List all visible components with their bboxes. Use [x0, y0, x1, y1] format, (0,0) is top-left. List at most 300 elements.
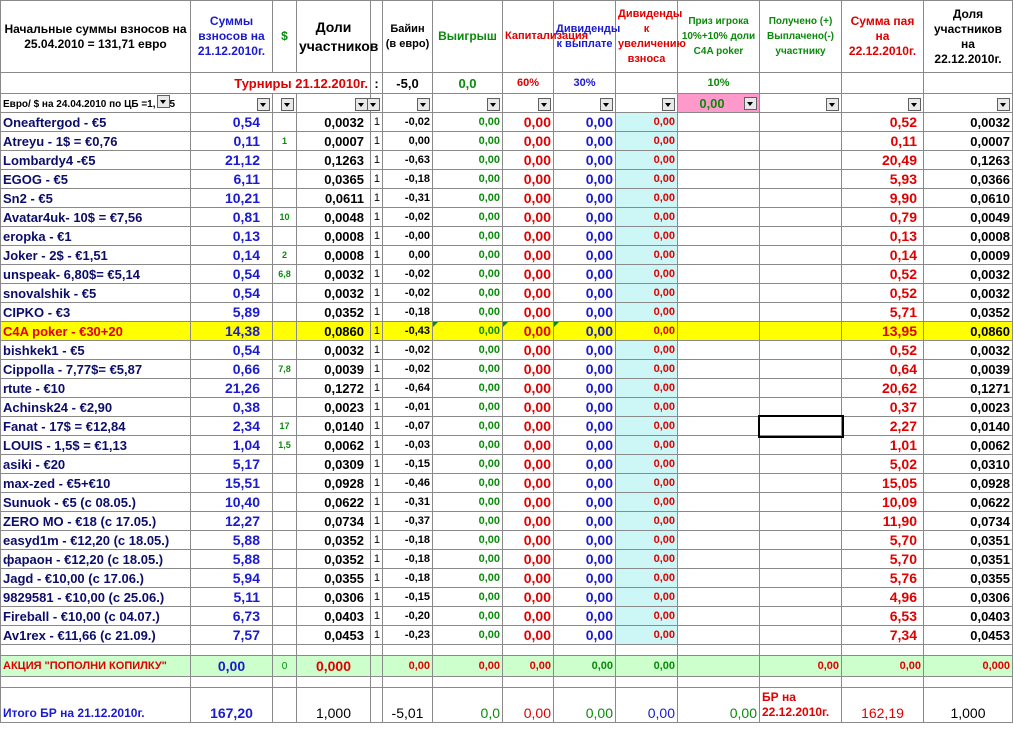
dividends-pay[interactable]: 0,00 — [554, 493, 616, 512]
participant-name[interactable]: max-zed - €5+€10 — [1, 474, 191, 493]
share[interactable]: 0,0403 — [297, 607, 371, 626]
share-sum[interactable]: 0,52 — [842, 265, 924, 284]
contribution-sum[interactable]: 5,11 — [191, 588, 273, 607]
winnings[interactable]: 0,00 — [433, 284, 503, 303]
count[interactable]: 1 — [371, 360, 383, 379]
winnings[interactable]: 0,00 — [433, 531, 503, 550]
count[interactable]: 1 — [371, 189, 383, 208]
akcia-div[interactable]: 0,00 — [554, 656, 616, 677]
dividends-pay[interactable]: 0,00 — [554, 512, 616, 531]
count[interactable]: 1 — [371, 550, 383, 569]
dividends-increase[interactable]: 0,00 — [616, 417, 678, 436]
contribution-sum[interactable]: 6,11 — [191, 170, 273, 189]
akcia-recv[interactable]: 0,00 — [760, 656, 842, 677]
player-prize[interactable] — [678, 132, 760, 151]
received-paid[interactable] — [760, 113, 842, 132]
usd-amount[interactable] — [273, 607, 297, 626]
filter-cell[interactable] — [760, 94, 842, 113]
participant-name[interactable]: asiki - €20 — [1, 455, 191, 474]
contribution-sum[interactable]: 0,54 — [191, 341, 273, 360]
participant-name[interactable]: easyd1m - €12,20 (с 18.05.) — [1, 531, 191, 550]
participant-name[interactable]: Oneaftergod - €5 — [1, 113, 191, 132]
player-prize[interactable] — [678, 341, 760, 360]
capitalization[interactable]: 0,00 — [503, 474, 554, 493]
player-prize[interactable] — [678, 550, 760, 569]
cell[interactable] — [678, 656, 760, 677]
final-share[interactable]: 0,0351 — [924, 531, 1013, 550]
cell[interactable] — [371, 688, 383, 723]
participant-name[interactable]: unspeak- 6,80$= €5,14 — [1, 265, 191, 284]
contribution-sum[interactable]: 5,94 — [191, 569, 273, 588]
usd-amount[interactable] — [273, 151, 297, 170]
share-sum[interactable]: 0,37 — [842, 398, 924, 417]
player-prize[interactable] — [678, 170, 760, 189]
winnings[interactable]: 0,00 — [433, 569, 503, 588]
buyin[interactable]: -0,46 — [383, 474, 433, 493]
dividends-pay[interactable]: 0,00 — [554, 607, 616, 626]
received-paid[interactable] — [760, 607, 842, 626]
filter-cell[interactable] — [297, 94, 371, 113]
share-sum[interactable]: 11,90 — [842, 512, 924, 531]
capitalization[interactable]: 0,00 — [503, 588, 554, 607]
winnings[interactable]: 0,00 — [433, 455, 503, 474]
player-prize[interactable] — [678, 474, 760, 493]
dividends-pay[interactable]: 0,00 — [554, 417, 616, 436]
contribution-sum[interactable]: 5,88 — [191, 531, 273, 550]
final-share[interactable]: 0,0049 — [924, 208, 1013, 227]
share[interactable]: 0,0032 — [297, 265, 371, 284]
cell[interactable] — [433, 645, 503, 656]
count[interactable]: 1 — [371, 436, 383, 455]
participant-name[interactable]: Atreyu - 1$ = €0,76 — [1, 132, 191, 151]
received-paid[interactable] — [760, 493, 842, 512]
count[interactable]: 1 — [371, 284, 383, 303]
share[interactable]: 0,0860 — [297, 322, 371, 341]
buyin[interactable]: -0,02 — [383, 284, 433, 303]
count[interactable]: 1 — [371, 626, 383, 645]
player-prize[interactable] — [678, 189, 760, 208]
share-sum[interactable]: 6,53 — [842, 607, 924, 626]
final-share[interactable]: 0,0310 — [924, 455, 1013, 474]
contribution-sum[interactable]: 12,27 — [191, 512, 273, 531]
buyin[interactable]: -0,20 — [383, 607, 433, 626]
player-prize[interactable] — [678, 151, 760, 170]
share[interactable]: 0,0453 — [297, 626, 371, 645]
tournaments-win[interactable]: 0,0 — [433, 73, 503, 94]
filter-label-cell[interactable] — [1, 94, 191, 113]
final-share[interactable]: 0,0032 — [924, 113, 1013, 132]
share-sum[interactable]: 0,52 — [842, 284, 924, 303]
received-paid[interactable] — [760, 417, 842, 436]
dividends-pay[interactable]: 0,00 — [554, 588, 616, 607]
player-prize[interactable] — [678, 284, 760, 303]
contribution-sum[interactable]: 0,38 — [191, 398, 273, 417]
filter-dropdown-icon[interactable] — [257, 98, 270, 111]
tournaments-blank[interactable] — [1, 73, 191, 94]
header-sums-contrib[interactable]: Суммы взносов на 21.12.2010г. — [191, 1, 273, 73]
share[interactable]: 0,0352 — [297, 531, 371, 550]
player-prize[interactable] — [678, 569, 760, 588]
buyin[interactable]: -0,02 — [383, 113, 433, 132]
contribution-sum[interactable]: 0,81 — [191, 208, 273, 227]
usd-amount[interactable] — [273, 550, 297, 569]
buyin[interactable]: -0,03 — [383, 436, 433, 455]
capitalization[interactable]: 0,00 — [503, 436, 554, 455]
received-paid[interactable] — [760, 531, 842, 550]
participant-name[interactable]: rtute - €10 — [1, 379, 191, 398]
akcia-label[interactable]: АКЦИЯ "ПОПОЛНИ КОПИЛКУ" — [1, 656, 191, 677]
winnings[interactable]: 0,00 — [433, 208, 503, 227]
contribution-sum[interactable]: 10,21 — [191, 189, 273, 208]
buyin[interactable]: -0,07 — [383, 417, 433, 436]
share[interactable]: 0,0352 — [297, 550, 371, 569]
cell[interactable] — [616, 677, 678, 688]
tournaments-colon[interactable]: : — [371, 73, 383, 94]
share[interactable]: 0,0140 — [297, 417, 371, 436]
received-paid[interactable] — [760, 189, 842, 208]
share[interactable]: 0,0023 — [297, 398, 371, 417]
received-paid[interactable] — [760, 151, 842, 170]
cell[interactable] — [433, 677, 503, 688]
winnings[interactable]: 0,00 — [433, 436, 503, 455]
header-initial-sums[interactable]: Начальные суммы взносов на 25.04.2010 = 131,71 евро — [1, 1, 191, 73]
count[interactable]: 1 — [371, 512, 383, 531]
dividends-increase[interactable]: 0,00 — [616, 626, 678, 645]
contribution-sum[interactable]: 0,54 — [191, 265, 273, 284]
share-sum[interactable]: 20,62 — [842, 379, 924, 398]
player-prize[interactable] — [678, 265, 760, 284]
count[interactable]: 1 — [371, 379, 383, 398]
received-paid[interactable] — [760, 512, 842, 531]
header-buyin[interactable]: Байин (в евро) — [383, 1, 433, 73]
share[interactable]: 0,1263 — [297, 151, 371, 170]
participant-name[interactable]: C4A poker - €30+20 — [1, 322, 191, 341]
final-share[interactable]: 0,0366 — [924, 170, 1013, 189]
received-paid[interactable] — [760, 265, 842, 284]
cell[interactable] — [924, 645, 1013, 656]
dividends-increase[interactable]: 0,00 — [616, 113, 678, 132]
filter-cell[interactable] — [383, 94, 433, 113]
final-share[interactable]: 0,0007 — [924, 132, 1013, 151]
count[interactable]: 1 — [371, 607, 383, 626]
akcia-inc[interactable]: 0,00 — [616, 656, 678, 677]
buyin[interactable]: -0,18 — [383, 550, 433, 569]
contribution-sum[interactable]: 1,04 — [191, 436, 273, 455]
participant-name[interactable]: Achinsk24 - €2,90 — [1, 398, 191, 417]
tournaments-fin-blank[interactable] — [924, 73, 1013, 94]
dividends-pay[interactable]: 0,00 — [554, 227, 616, 246]
winnings[interactable]: 0,00 — [433, 227, 503, 246]
player-prize[interactable] — [678, 626, 760, 645]
cell[interactable] — [678, 677, 760, 688]
cell[interactable] — [678, 645, 760, 656]
contribution-sum[interactable]: 6,73 — [191, 607, 273, 626]
participant-name[interactable]: EGOG - €5 — [1, 170, 191, 189]
count[interactable]: 1 — [371, 303, 383, 322]
received-paid[interactable] — [760, 474, 842, 493]
player-prize[interactable] — [678, 417, 760, 436]
akcia-cap[interactable]: 0,00 — [503, 656, 554, 677]
player-prize[interactable] — [678, 360, 760, 379]
winnings[interactable]: 0,00 — [433, 474, 503, 493]
share-sum[interactable]: 0,79 — [842, 208, 924, 227]
contribution-sum[interactable]: 2,34 — [191, 417, 273, 436]
header-player-prize[interactable]: Приз игрока 10%+10% доли C4A poker — [678, 1, 760, 73]
header-dividends-increase[interactable]: Дивиденды к увеличению взноса — [616, 1, 678, 73]
usd-amount[interactable] — [273, 379, 297, 398]
contribution-sum[interactable]: 5,17 — [191, 455, 273, 474]
buyin[interactable]: -0,15 — [383, 588, 433, 607]
usd-amount[interactable] — [273, 189, 297, 208]
participant-name[interactable]: CIPKO - €3 — [1, 303, 191, 322]
participant-name[interactable]: ZERO MO - €18 (с 17.05.) — [1, 512, 191, 531]
share[interactable]: 0,0365 — [297, 170, 371, 189]
filter-cell[interactable] — [273, 94, 297, 113]
count[interactable]: 1 — [371, 113, 383, 132]
winnings[interactable]: 0,00 — [433, 341, 503, 360]
buyin[interactable]: -0,00 — [383, 227, 433, 246]
winnings[interactable]: 0,00 — [433, 550, 503, 569]
count[interactable]: 1 — [371, 341, 383, 360]
final-share[interactable]: 0,0403 — [924, 607, 1013, 626]
share-sum[interactable]: 9,90 — [842, 189, 924, 208]
usd-amount[interactable] — [273, 227, 297, 246]
participant-name[interactable]: 9829581 - €10,00 (с 25.06.) — [1, 588, 191, 607]
dividends-increase[interactable]: 0,00 — [616, 341, 678, 360]
filter-cell[interactable] — [433, 94, 503, 113]
cell[interactable] — [616, 645, 678, 656]
dividends-pay[interactable]: 0,00 — [554, 113, 616, 132]
dividends-increase[interactable]: 0,00 — [616, 132, 678, 151]
dividends-increase[interactable]: 0,00 — [616, 512, 678, 531]
cell[interactable] — [1, 645, 191, 656]
dividends-pay[interactable]: 0,00 — [554, 322, 616, 341]
dividends-pay[interactable]: 0,00 — [554, 474, 616, 493]
dividends-pay[interactable]: 0,00 — [554, 265, 616, 284]
contribution-sum[interactable]: 21,26 — [191, 379, 273, 398]
usd-amount[interactable]: 17 — [273, 417, 297, 436]
share[interactable]: 0,0062 — [297, 436, 371, 455]
share-sum[interactable]: 5,71 — [842, 303, 924, 322]
filter-dropdown-icon[interactable] — [367, 98, 380, 111]
share-sum[interactable]: 7,34 — [842, 626, 924, 645]
filter-dropdown-icon[interactable] — [662, 98, 675, 111]
filter-dropdown-icon[interactable] — [744, 97, 757, 110]
final-share[interactable]: 0,0928 — [924, 474, 1013, 493]
capitalization[interactable]: 0,00 — [503, 417, 554, 436]
dividends-pay[interactable]: 0,00 — [554, 208, 616, 227]
final-share[interactable]: 0,0008 — [924, 227, 1013, 246]
cell[interactable] — [503, 677, 554, 688]
cell[interactable] — [760, 645, 842, 656]
capitalization[interactable]: 0,00 — [503, 512, 554, 531]
dividends-pay[interactable]: 0,00 — [554, 341, 616, 360]
dividends-increase[interactable]: 0,00 — [616, 455, 678, 474]
count[interactable]: 1 — [371, 322, 383, 341]
contribution-sum[interactable]: 0,66 — [191, 360, 273, 379]
share-sum[interactable]: 2,27 — [842, 417, 924, 436]
participant-name[interactable]: Sunuok - €5 (с 08.05.) — [1, 493, 191, 512]
usd-amount[interactable] — [273, 588, 297, 607]
contribution-sum[interactable]: 0,11 — [191, 132, 273, 151]
share-sum[interactable]: 0,52 — [842, 341, 924, 360]
tournaments-div-pct[interactable]: 30% — [554, 73, 616, 94]
usd-amount[interactable] — [273, 512, 297, 531]
cell[interactable] — [924, 677, 1013, 688]
final-share[interactable]: 0,0352 — [924, 303, 1013, 322]
count[interactable]: 1 — [371, 151, 383, 170]
usd-amount[interactable] — [273, 303, 297, 322]
participant-name[interactable]: eropka - €1 — [1, 227, 191, 246]
winnings[interactable]: 0,00 — [433, 512, 503, 531]
dividends-increase[interactable]: 0,00 — [616, 493, 678, 512]
cell[interactable] — [273, 677, 297, 688]
akcia-win[interactable]: 0,00 — [433, 656, 503, 677]
share[interactable]: 0,0048 — [297, 208, 371, 227]
count[interactable]: 1 — [371, 246, 383, 265]
final-share[interactable]: 0,1271 — [924, 379, 1013, 398]
buyin[interactable]: -0,64 — [383, 379, 433, 398]
share[interactable]: 0,0008 — [297, 227, 371, 246]
capitalization[interactable]: 0,00 — [503, 398, 554, 417]
akcia-usd[interactable]: 0 — [273, 656, 297, 677]
totals-share[interactable]: 1,000 — [297, 688, 371, 723]
final-share[interactable]: 0,0860 — [924, 322, 1013, 341]
cell[interactable] — [191, 677, 273, 688]
dividends-increase[interactable]: 0,00 — [616, 265, 678, 284]
filter-dropdown-icon[interactable] — [538, 98, 551, 111]
final-share[interactable]: 0,0032 — [924, 341, 1013, 360]
received-paid[interactable] — [760, 341, 842, 360]
contribution-sum[interactable]: 10,40 — [191, 493, 273, 512]
received-paid[interactable] — [760, 550, 842, 569]
share-sum[interactable]: 5,02 — [842, 455, 924, 474]
capitalization[interactable]: 0,00 — [503, 626, 554, 645]
share-sum[interactable]: 13,95 — [842, 322, 924, 341]
winnings[interactable]: 0,00 — [433, 189, 503, 208]
akcia-share[interactable]: 0,000 — [297, 656, 371, 677]
buyin[interactable]: -0,18 — [383, 569, 433, 588]
buyin[interactable]: 0,00 — [383, 132, 433, 151]
cell[interactable] — [383, 645, 433, 656]
contribution-sum[interactable]: 0,13 — [191, 227, 273, 246]
dividends-increase[interactable]: 0,00 — [616, 531, 678, 550]
buyin[interactable]: -0,18 — [383, 303, 433, 322]
filter-cell[interactable] — [191, 94, 273, 113]
cell[interactable] — [554, 645, 616, 656]
cell[interactable] — [371, 645, 383, 656]
totals-label[interactable]: Итого БР на 21.12.2010г. — [1, 688, 191, 723]
player-prize[interactable] — [678, 246, 760, 265]
cell[interactable] — [371, 677, 383, 688]
cell[interactable] — [273, 688, 297, 723]
filter-cell[interactable] — [616, 94, 678, 113]
capitalization[interactable]: 0,00 — [503, 265, 554, 284]
share[interactable]: 0,0622 — [297, 493, 371, 512]
winnings[interactable]: 0,00 — [433, 607, 503, 626]
cell[interactable] — [297, 645, 371, 656]
count[interactable]: 1 — [371, 265, 383, 284]
count[interactable]: 1 — [371, 170, 383, 189]
received-paid[interactable] — [760, 379, 842, 398]
usd-amount[interactable]: 6,8 — [273, 265, 297, 284]
dividends-pay[interactable]: 0,00 — [554, 398, 616, 417]
dividends-increase[interactable]: 0,00 — [616, 189, 678, 208]
usd-amount[interactable] — [273, 341, 297, 360]
final-share[interactable]: 0,0032 — [924, 265, 1013, 284]
filter-dropdown-icon[interactable] — [487, 98, 500, 111]
akcia-sum[interactable]: 0,00 — [191, 656, 273, 677]
count[interactable]: 1 — [371, 132, 383, 151]
buyin[interactable]: -0,18 — [383, 531, 433, 550]
share[interactable]: 0,1272 — [297, 379, 371, 398]
final-share[interactable]: 0,0023 — [924, 398, 1013, 417]
winnings[interactable]: 0,00 — [433, 493, 503, 512]
usd-amount[interactable] — [273, 569, 297, 588]
usd-amount[interactable]: 7,8 — [273, 360, 297, 379]
totals-sum[interactable]: 167,20 — [191, 688, 273, 723]
header-capitalization[interactable]: Капитализация — [503, 1, 554, 73]
header-share-sum[interactable]: Сумма пая на 22.12.2010г. — [842, 1, 924, 73]
final-share[interactable]: 0,0453 — [924, 626, 1013, 645]
buyin[interactable]: 0,00 — [383, 246, 433, 265]
participant-name[interactable]: Av1rex - €11,66 (с 21.09.) — [1, 626, 191, 645]
share[interactable]: 0,0008 — [297, 246, 371, 265]
capitalization[interactable]: 0,00 — [503, 455, 554, 474]
participant-name[interactable]: snovalshik - €5 — [1, 284, 191, 303]
buyin[interactable]: -0,43 — [383, 322, 433, 341]
player-prize[interactable] — [678, 531, 760, 550]
cell[interactable] — [842, 645, 924, 656]
dividends-increase[interactable]: 0,00 — [616, 360, 678, 379]
cell[interactable] — [554, 677, 616, 688]
header-usd[interactable]: $ — [273, 1, 297, 73]
winnings[interactable]: 0,00 — [433, 379, 503, 398]
player-prize[interactable] — [678, 208, 760, 227]
cell[interactable] — [760, 677, 842, 688]
final-share[interactable]: 0,0140 — [924, 417, 1013, 436]
winnings[interactable]: 0,00 — [433, 113, 503, 132]
capitalization[interactable]: 0,00 — [503, 246, 554, 265]
usd-amount[interactable]: 1,5 — [273, 436, 297, 455]
buyin[interactable]: -0,15 — [383, 455, 433, 474]
usd-amount[interactable]: 1 — [273, 132, 297, 151]
capitalization[interactable]: 0,00 — [503, 379, 554, 398]
dividends-pay[interactable]: 0,00 — [554, 170, 616, 189]
share[interactable]: 0,0039 — [297, 360, 371, 379]
final-share[interactable]: 0,0734 — [924, 512, 1013, 531]
winnings[interactable]: 0,00 — [433, 322, 503, 341]
share-sum[interactable]: 20,49 — [842, 151, 924, 170]
share[interactable]: 0,0611 — [297, 189, 371, 208]
usd-amount[interactable] — [273, 531, 297, 550]
dividends-pay[interactable]: 0,00 — [554, 550, 616, 569]
dividends-increase[interactable]: 0,00 — [616, 151, 678, 170]
player-prize[interactable] — [678, 455, 760, 474]
count[interactable]: 1 — [371, 227, 383, 246]
player-prize[interactable] — [678, 113, 760, 132]
usd-amount[interactable] — [273, 284, 297, 303]
count[interactable]: 1 — [371, 531, 383, 550]
participant-name[interactable]: bishkek1 - €5 — [1, 341, 191, 360]
dividends-increase[interactable]: 0,00 — [616, 550, 678, 569]
received-paid[interactable] — [760, 360, 842, 379]
contribution-sum[interactable]: 5,89 — [191, 303, 273, 322]
share-sum[interactable]: 5,76 — [842, 569, 924, 588]
received-paid[interactable] — [760, 227, 842, 246]
buyin[interactable]: -0,02 — [383, 341, 433, 360]
winnings[interactable]: 0,00 — [433, 417, 503, 436]
